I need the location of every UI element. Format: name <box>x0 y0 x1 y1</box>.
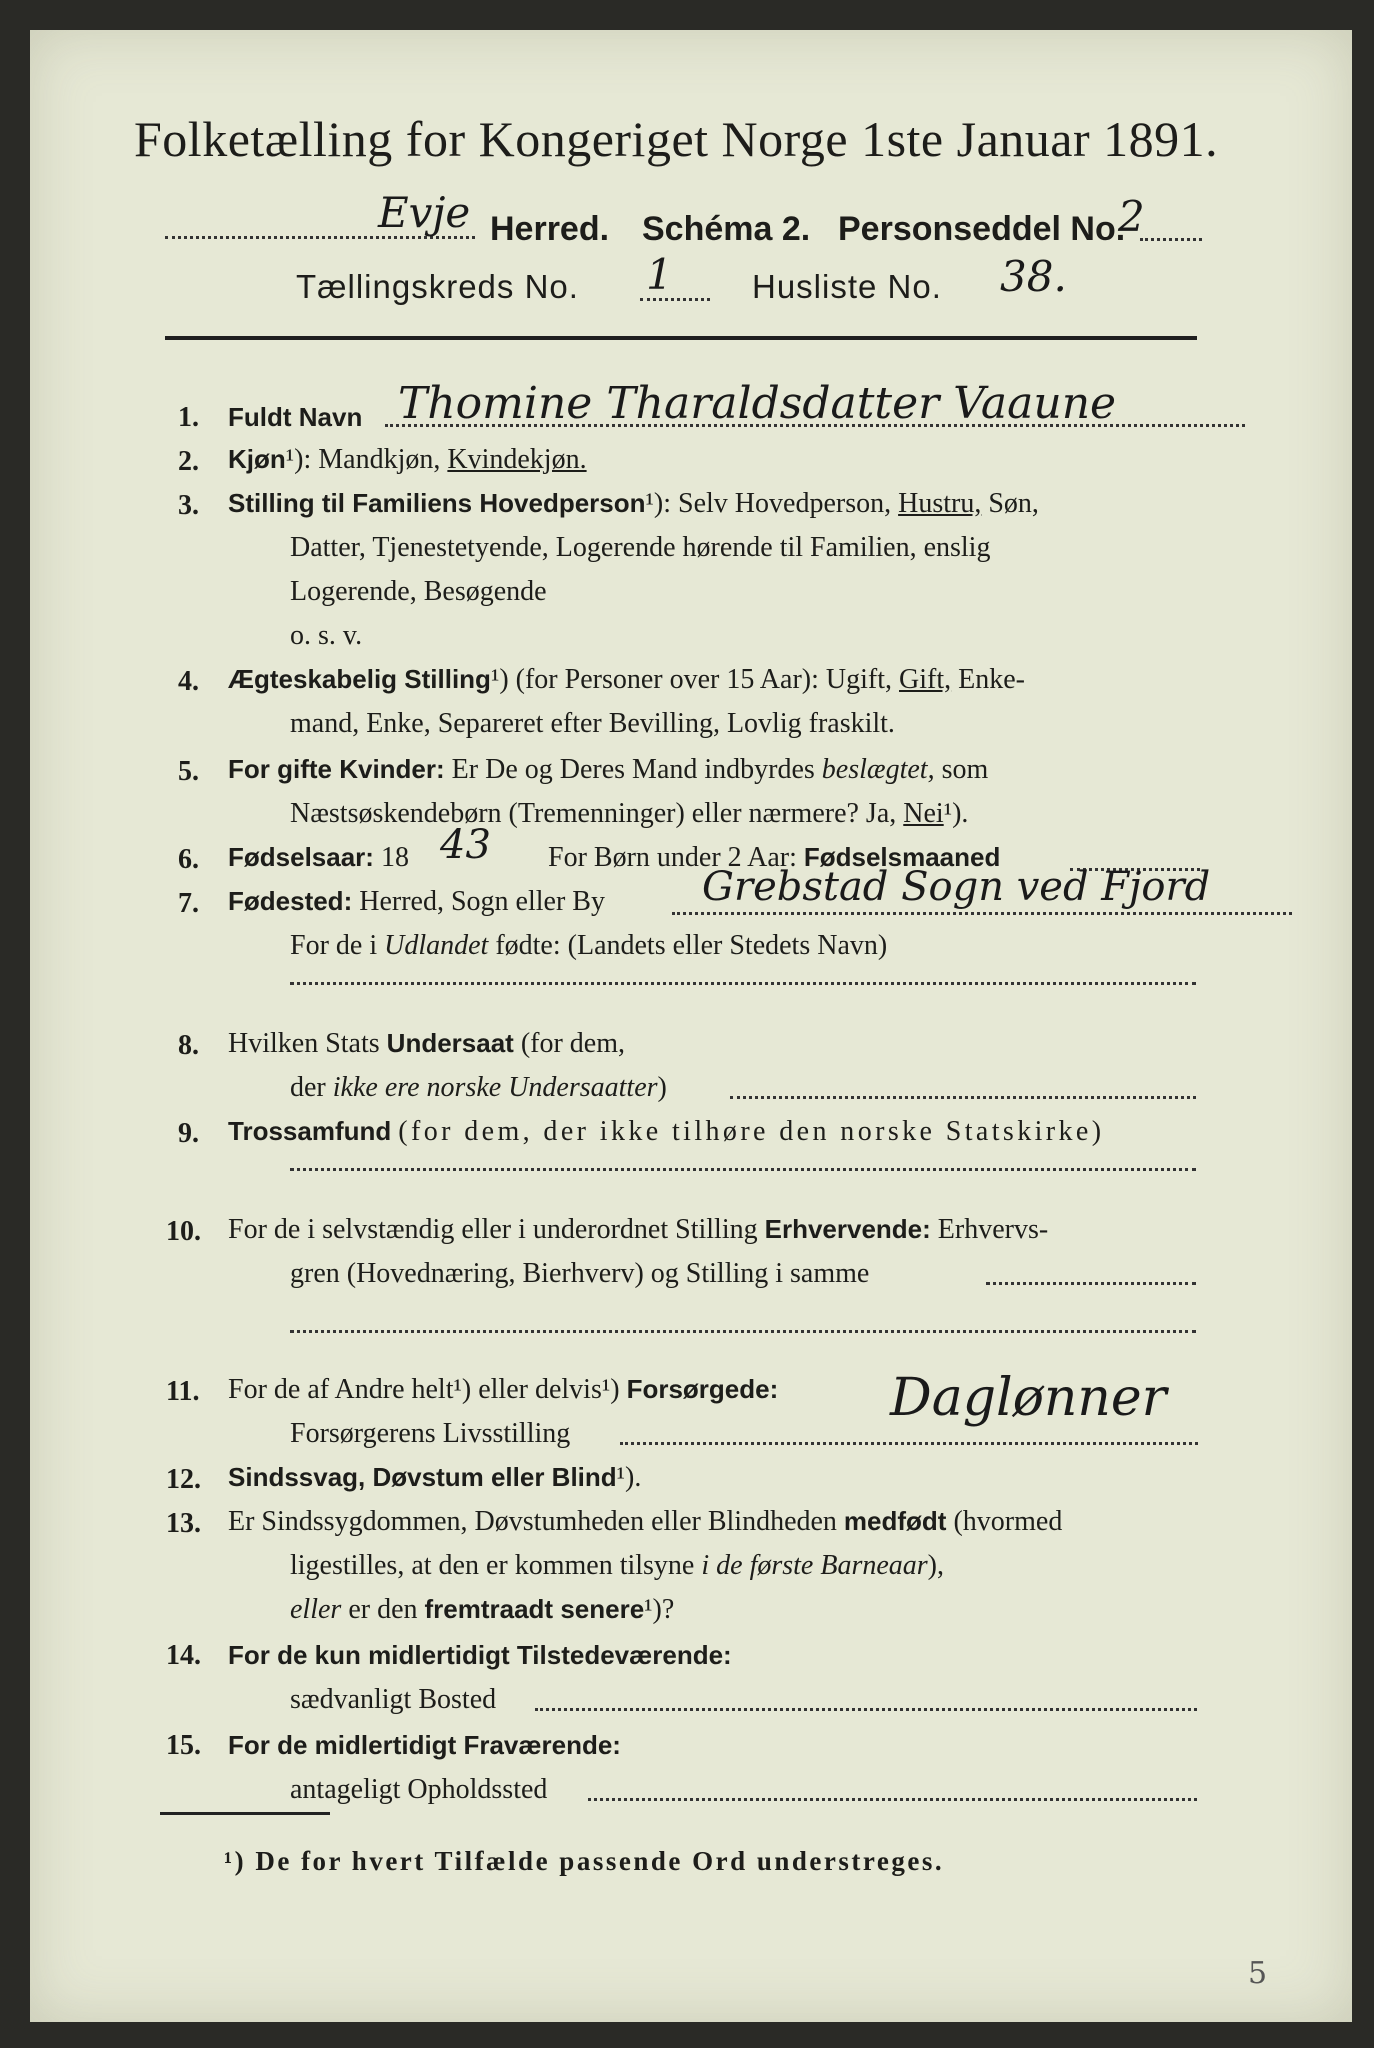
personseddel-label: Personseddel No. <box>838 210 1126 248</box>
erhverv-label: Erhvervende: <box>764 1214 931 1244</box>
opholdssted-line: antageligt Opholdssted <box>290 1774 548 1805</box>
aegteskab-line-2: mand, Enke, Separeret efter Bevilling, Lovlig fraskilt. <box>290 708 895 739</box>
schema-label: Schéma 2. <box>642 210 811 248</box>
aegteskab-row <box>228 666 1025 694</box>
kjon-label: Kjøn <box>228 444 286 474</box>
kjon-option-kvinde: Kvindekjøn. <box>447 444 587 475</box>
fodested-line <box>672 912 1292 915</box>
undersaat-text: (for dem, <box>520 1028 626 1059</box>
footnote-ref: ¹). <box>616 1462 642 1493</box>
footnote-rule <box>160 1812 330 1815</box>
aegteskab-option-gift: Gift, <box>899 664 952 695</box>
stilling-line-4: o. s. v. <box>290 620 363 651</box>
kjon-option-mand: Mandkjøn, <box>318 444 441 475</box>
udlandet-italic: Udlandet <box>384 930 489 961</box>
footnote-ref: ¹): <box>645 488 672 519</box>
fodested-handwriting: Grebstad Sogn ved Fjord <box>702 864 1211 910</box>
aegteskab-label: Ægteskabelig Stilling <box>228 664 491 694</box>
medfodt-line-3 <box>290 1596 674 1624</box>
footnote: ¹) De for hvert Tilfælde passende Ord understreges. <box>224 1846 945 1876</box>
undersaat-label: Undersaat <box>386 1028 514 1058</box>
forsorger-line: Forsørgerens Livsstilling <box>290 1418 571 1449</box>
medfodt-text: ligestilles, at den er kommen tilsyne <box>290 1550 695 1581</box>
footnote-ref: ¹). <box>943 798 969 829</box>
kreds-label: Tællingskreds No. <box>296 268 579 305</box>
forsorgede-text: eller delvis <box>478 1374 602 1405</box>
sindssvag-row <box>228 1464 641 1492</box>
corner-mark: 5 <box>1248 1956 1268 1991</box>
erhverv-row <box>228 1216 1048 1244</box>
form-title: Folketælling for Kongeriget Norge 1ste Januar 1891. <box>134 111 1219 167</box>
gifte-kvinder-row <box>228 756 988 784</box>
aegteskab-text: (for Personer over 15 Aar): Ugift, <box>515 664 892 695</box>
fodselsaar-row <box>228 844 409 872</box>
undersaat-row <box>228 1030 625 1058</box>
item-number: 1. <box>178 402 199 433</box>
item-number: 12. <box>166 1464 201 1495</box>
fodselsmaaned-label: Fødselsmaaned <box>803 842 1001 872</box>
erhverv-text: For de i selvstændig eller i underordnet Stilling <box>228 1214 758 1245</box>
fodested-label: Fødested: <box>228 886 353 916</box>
item-number: 13. <box>166 1508 201 1539</box>
herred-handwriting: Evje <box>378 188 471 237</box>
medfodt-line-2: ligestilles, at den er kommen tilsyne i de første Barneaar), <box>290 1550 944 1581</box>
stilling-line-2: Datter, Tjenestetyende, Logerende hørende til Familien, enslig <box>290 532 991 563</box>
undersaat-italic: ikke ere norske Undersaatter <box>332 1072 658 1103</box>
item-number: 4. <box>178 666 199 697</box>
forsorgede-row: For de af Andre helt¹) eller delvis¹) Forsørgede: <box>228 1374 779 1405</box>
undersaat-line-2: der ikke ere norske Undersaatter) <box>290 1072 667 1103</box>
stilling-option: Søn, <box>988 488 1039 519</box>
gifte-kvinder-text: Næstsøskendebørn (Tremenninger) eller nærmere? Ja, <box>290 798 897 829</box>
census-form-page <box>30 30 1352 2022</box>
forsorgede-text: For de af Andre helt <box>228 1374 454 1405</box>
husliste-handwriting: 38. <box>1000 252 1067 301</box>
stilling-row <box>228 490 1039 518</box>
fodested-text: Herred, Sogn eller By <box>359 886 605 917</box>
stilling-option-hustru: Hustru, <box>898 488 982 519</box>
item-number: 9. <box>178 1118 199 1149</box>
medfodt-row <box>228 1508 1062 1536</box>
erhverv-line-2: gren (Hovednæring, Bierhverv) og Stilling i samme <box>290 1258 870 1289</box>
opholdssted-dotted-line <box>588 1798 1197 1801</box>
husliste-label: Husliste No. <box>752 268 942 305</box>
trossamfund-line <box>290 1168 1196 1171</box>
udlandet-text: fødte: (Landets eller Stedets Navn) <box>495 930 888 961</box>
forsorger-handwriting: Daglønner <box>890 1368 1167 1428</box>
udlandet-line <box>290 982 1196 985</box>
medfodt-label: medfødt <box>843 1506 947 1536</box>
trossamfund-text: (for dem, der ikke tilhøre den norske Statskirke) <box>398 1116 1105 1147</box>
fodselsaar-handwriting: 43 <box>440 822 491 868</box>
item-number: 6. <box>178 844 199 875</box>
item-number: 8. <box>178 1030 199 1061</box>
medfodt-italic: i de første Barneaar <box>701 1550 928 1581</box>
item-number: 14. <box>166 1640 201 1671</box>
footnote-ref: ¹): <box>285 444 312 475</box>
fodselsaar-label: Fødselsaar: <box>228 842 374 872</box>
medfodt-italic: eller <box>290 1594 342 1625</box>
item-number: 10. <box>166 1216 201 1247</box>
fodselsaar-prefix: 18 <box>380 842 409 873</box>
erhverv-text: Erhvervs- <box>937 1214 1049 1245</box>
kjon-row <box>228 446 587 474</box>
fodested-row <box>228 888 605 916</box>
footnote-ref: ¹) <box>490 664 509 695</box>
aegteskab-text: Enke- <box>958 664 1025 695</box>
footnote-ref: ¹)? <box>644 1594 675 1625</box>
fuldt-navn-label: Fuldt Navn <box>228 402 363 432</box>
stilling-line-3: Logerende, Besøgende <box>290 576 547 607</box>
fuldt-navn-handwriting: Thomine Tharaldsdatter Vaaune <box>398 378 1117 429</box>
gifte-kvinder-line-2 <box>290 800 968 828</box>
bosted-dotted-line <box>535 1708 1197 1711</box>
fodselsmaaned-text: For Børn under 2 Aar: <box>548 842 797 873</box>
forsorgede-label: Forsørgede: <box>626 1374 779 1404</box>
udlandet-text: For de i <box>290 930 378 961</box>
gifte-kvinder-italic: beslægtet, <box>821 754 935 785</box>
senere-label: fremtraadt senere <box>424 1594 645 1624</box>
trossamfund-row <box>228 1118 1104 1146</box>
fravaerende-label: For de midlertidigt Fraværende: <box>228 1730 621 1760</box>
stilling-label: Stilling til Familiens Hovedperson <box>228 488 646 518</box>
bosted-line: sædvanligt Bosted <box>290 1684 497 1715</box>
sindssvag-label: Sindssvag, Døvstum eller Blind <box>228 1462 617 1492</box>
item-number: 11. <box>166 1376 200 1407</box>
personseddel-handwriting: 2 <box>1118 192 1145 241</box>
undersaat-text: Hvilken Stats <box>228 1028 380 1059</box>
undersaat-text: der <box>290 1072 326 1103</box>
kreds-handwriting: 1 <box>646 250 673 299</box>
erhverv-line <box>290 1330 1196 1333</box>
udlandet-row <box>290 932 887 960</box>
medfodt-text: Er Sindssygdommen, Døvstumheden eller Blindheden <box>228 1506 837 1537</box>
kreds-dotted-line <box>640 298 710 301</box>
item-number: 5. <box>178 756 199 787</box>
undersaat-line <box>730 1096 1196 1099</box>
personseddel-dotted-line <box>1140 238 1202 241</box>
trossamfund-label: Trossamfund <box>228 1116 392 1146</box>
erhverv-line <box>986 1282 1196 1285</box>
header-rule <box>165 336 1197 340</box>
gifte-kvinder-text: Er De og Deres Mand indbyrdes <box>451 754 815 785</box>
gifte-kvinder-text: som <box>941 754 989 785</box>
medfodt-text: (hvormed <box>953 1506 1063 1537</box>
gifte-kvinder-option-nei: Nei <box>903 798 944 829</box>
forsorger-dotted-line <box>620 1442 1198 1445</box>
tilstede-label: For de kun midlertidigt Tilstedeværende: <box>228 1640 732 1670</box>
item-number: 2. <box>178 446 199 477</box>
herred-label: Herred. <box>490 210 610 248</box>
item-number: 3. <box>178 490 199 521</box>
medfodt-text: er den <box>348 1594 418 1625</box>
gifte-kvinder-label: For gifte Kvinder: <box>228 754 445 784</box>
stilling-option: Selv Hovedperson, <box>678 488 892 519</box>
item-number: 15. <box>166 1730 201 1761</box>
item-number: 7. <box>178 888 199 919</box>
